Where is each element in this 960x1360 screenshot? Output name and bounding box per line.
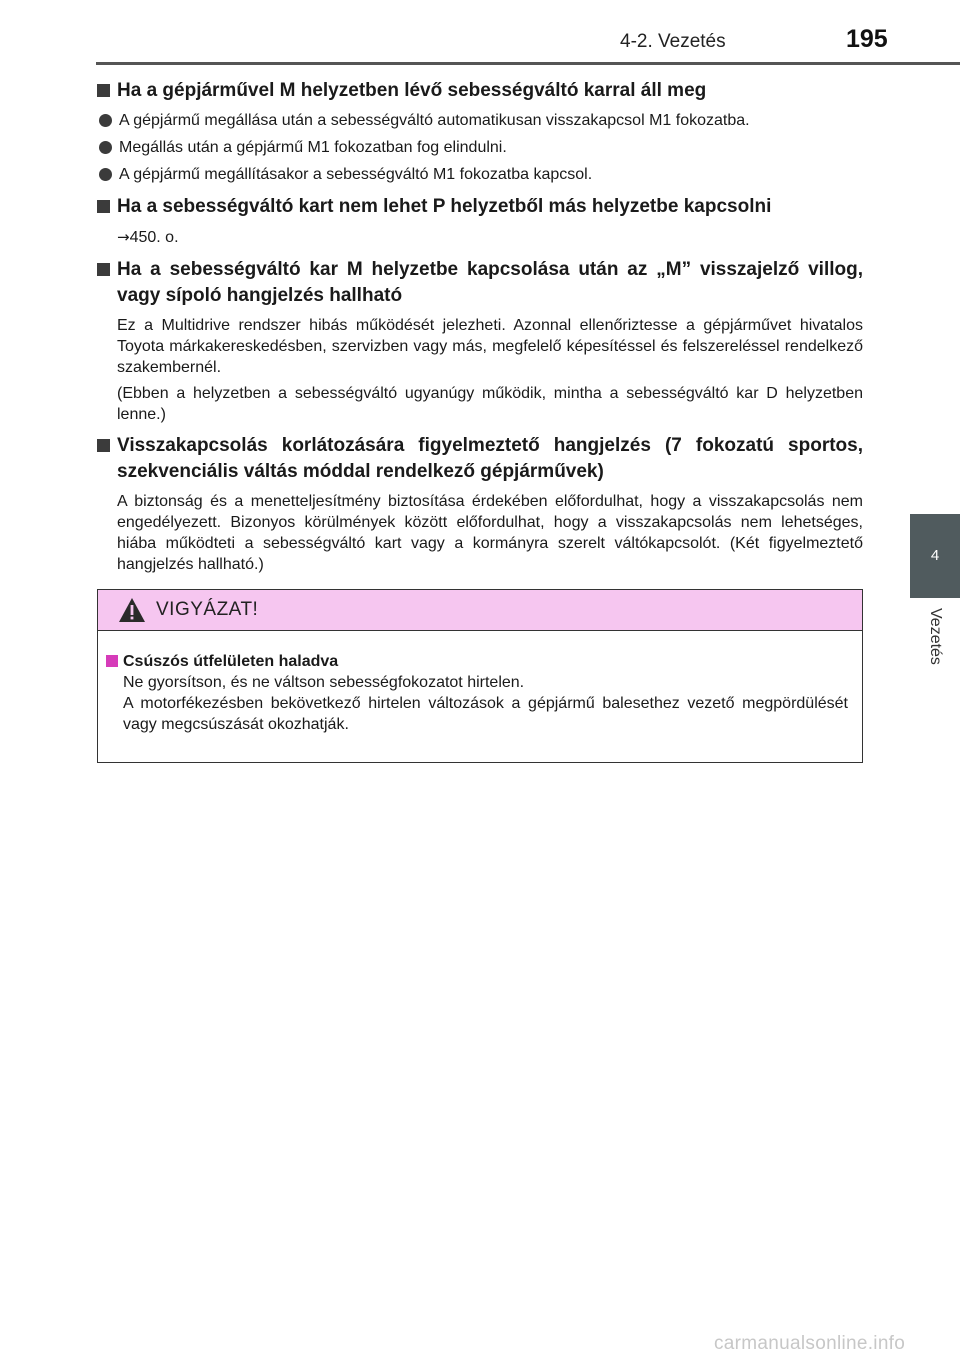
section-header: 4-2. Vezetés xyxy=(620,31,726,52)
chapter-number: 4 xyxy=(930,547,940,564)
square-bullet-icon xyxy=(106,655,118,667)
arrow-right-icon: → xyxy=(117,228,130,246)
warning-line: Ne gyorsítson, és ne váltson sebességfokozatot hirtelen. xyxy=(123,674,525,691)
warning-box xyxy=(97,589,863,763)
warning-triangle-icon xyxy=(118,597,146,623)
square-bullet-icon xyxy=(97,439,110,452)
section-m-indicator-flashing xyxy=(97,257,863,425)
page-reference xyxy=(97,226,863,249)
section-downshift-buzzer xyxy=(97,433,863,575)
bullet-list xyxy=(97,110,863,186)
square-bullet-icon xyxy=(97,263,110,276)
section-title: Visszakapcsolás korlátozására figyelmeztető hangjelzés (7 fokozatú sportos, szekvenciális váltás móddal rendelkező gépjárművek) xyxy=(97,433,863,485)
warning-subtitle: Csúszós útfelületen haladva xyxy=(106,651,848,672)
square-bullet-icon xyxy=(97,84,110,97)
paragraph: Ez a Multidrive rendszer hibás működését jelezheti. Azonnal ellenőriztesse a gépjárművet hivatalos Toyota márkakereskedésben, szervizben vagy más, megfelelő képesítéssel és felszereléssel rendelkező szakembernél. xyxy=(117,317,863,376)
section-title: Ha a gépjárművel M helyzetben lévő sebességváltó karral áll meg xyxy=(97,78,863,104)
round-bullet-icon xyxy=(99,168,112,181)
round-bullet-icon xyxy=(99,141,112,154)
list-item: A gépjármű megállása után a sebességváltó automatikusan visszakapcsol M1 fokozatba. xyxy=(97,110,863,132)
list-item: Megállás után a gépjármű M1 fokozatban fog elindulni. xyxy=(97,137,863,159)
warning-title: VIGYÁZAT! xyxy=(156,599,259,620)
list-item: A gépjármű megállításakor a sebességváltó M1 fokozatba kapcsol. xyxy=(97,164,863,186)
main-content xyxy=(97,78,863,583)
square-bullet-icon xyxy=(97,200,110,213)
section-title: Ha a sebességváltó kar M helyzetbe kapcsolása után az „M” visszajelző villog, vagy sípoló hangjelzés hallható xyxy=(97,257,863,309)
section-shift-lock xyxy=(97,194,863,249)
paragraph: (Ebben a helyzetben a sebességváltó ugyanúgy működik, mintha a sebességváltó kar D helyzetben lenne.) xyxy=(117,385,863,423)
round-bullet-icon xyxy=(99,114,112,127)
section-m-position-stop xyxy=(97,78,863,186)
chapter-label: Vezetés xyxy=(927,608,944,665)
watermark: carmanualsonline.info xyxy=(714,1333,906,1354)
chapter-tab xyxy=(910,514,960,598)
section-title: Ha a sebességváltó kart nem lehet P helyzetből más helyzetbe kapcsolni xyxy=(97,194,863,220)
warning-header xyxy=(98,590,862,631)
page-reference-link[interactable]: 450. o. xyxy=(129,229,179,246)
warning-line: A motorfékezésben bekövetkező hirtelen változások a gépjármű balesethez vezető megpördülését vagy megcsúszását okozhatják. xyxy=(123,695,848,733)
page-number: 195 xyxy=(846,25,888,53)
paragraph: A biztonság és a menetteljesítmény biztosítása érdekében előfordulhat, hogy a visszakapcsolás nem engedélyezett. Bizonyos körülmények között előfordulhat, hogy a visszakapcsolás nem lehetséges, hiába működteti a sebességváltó kart vagy a kormányra szerelt váltókapcsolót. (Két figyelmeztető hangjelzés hallható.) xyxy=(117,493,863,573)
warning-body xyxy=(98,631,862,735)
header-divider xyxy=(96,62,960,65)
